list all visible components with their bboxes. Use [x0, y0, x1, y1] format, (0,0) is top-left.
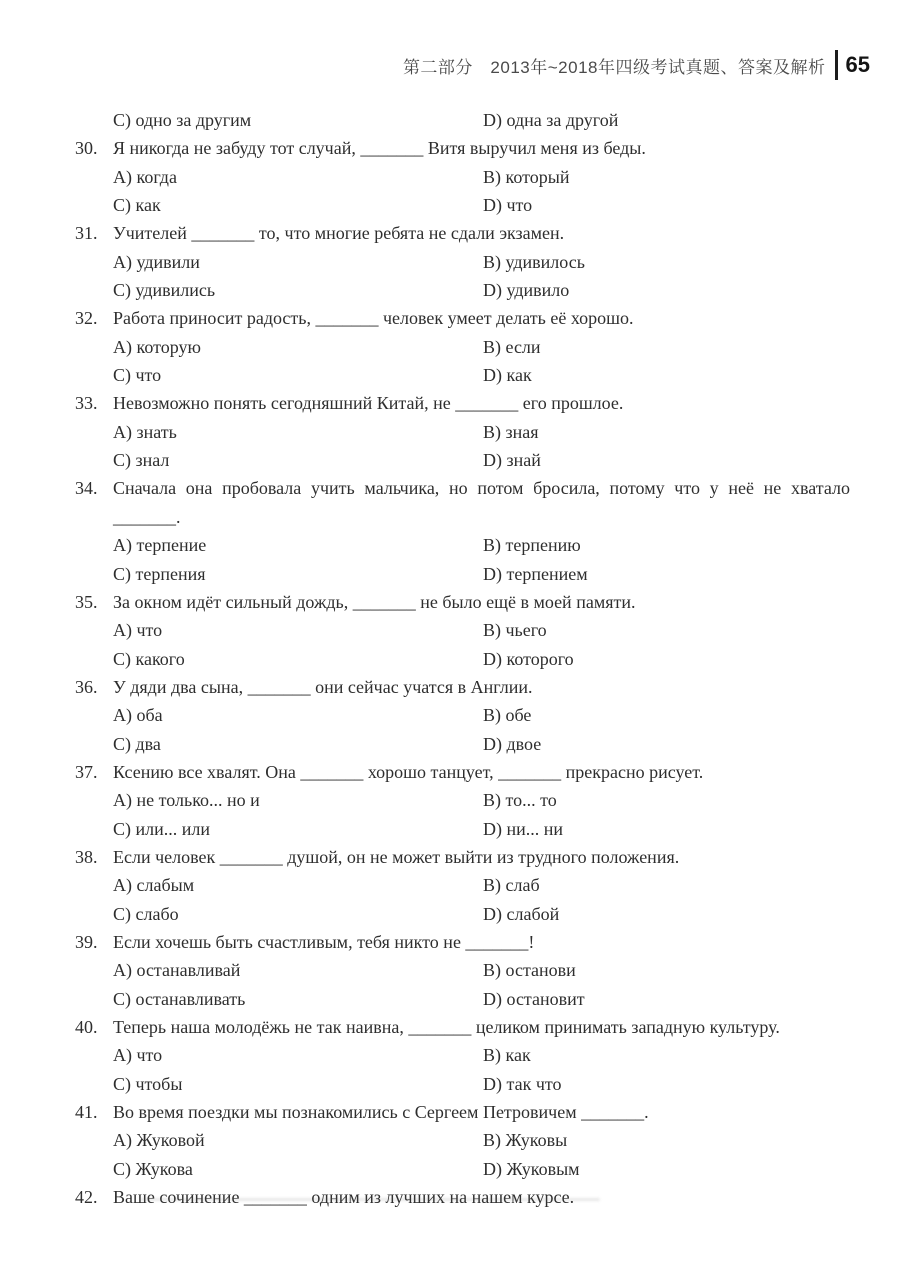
option-label: D) удивило	[483, 280, 570, 301]
question-number: 42.	[75, 1187, 98, 1208]
option-row	[0, 418, 900, 446]
option-label: D) которого	[483, 648, 574, 669]
question-number: 36.	[75, 676, 98, 697]
option-label: B) терпению	[483, 535, 581, 556]
question-number: 34.	[75, 478, 98, 499]
question-line	[0, 758, 900, 786]
option-label: D) слабой	[483, 903, 560, 924]
question-number: 32.	[75, 308, 98, 329]
question-number: 38.	[75, 846, 98, 867]
question-number: 40.	[75, 1017, 98, 1037]
option-label: D) Жуковым	[483, 1158, 580, 1179]
option-label: A) терпение	[113, 535, 207, 556]
question-text: Если хочешь быть счастливым, тебя никто не _______!	[113, 931, 535, 952]
question-line	[0, 928, 900, 956]
option-row	[0, 1041, 900, 1069]
question-line	[0, 474, 900, 502]
question-number: 33.	[75, 393, 98, 414]
question-number: 30.	[75, 138, 98, 159]
option-label: B) слаб	[483, 875, 540, 896]
question-text: Ксению все хвалят. Она _______ хорошо танцует, _______ прекрасно рисует.	[113, 761, 704, 782]
question-text: Теперь наша молодёжь не так наивна, _______ целиком принимать западную культуру.	[113, 1017, 780, 1037]
option-label: A) когда	[113, 166, 177, 187]
option-label: C) слабо	[113, 903, 179, 924]
question-text: У дяди два сына, _______ они сейчас учатся в Англии.	[113, 676, 533, 697]
option-label: C) чтобы	[113, 1073, 183, 1094]
option-label: C) терпения	[113, 563, 206, 584]
page-header	[0, 48, 870, 82]
option-row	[0, 276, 900, 304]
option-label: B) удивилось	[483, 251, 585, 272]
option-label: C) или... или	[113, 818, 210, 839]
option-label: C) удивились	[113, 280, 216, 301]
orphan-option-row	[0, 106, 900, 134]
option-label: B) Жуковы	[483, 1130, 568, 1151]
option-label: A) слабым	[113, 875, 195, 896]
question-line	[0, 843, 900, 871]
option-row	[0, 560, 900, 588]
option-label: B) как	[483, 1045, 531, 1066]
option-label: C) как	[113, 195, 161, 216]
scan-smudge	[140, 1198, 600, 1201]
option-label: C) Жукова	[113, 1158, 193, 1179]
option-row	[0, 616, 900, 644]
option-row	[0, 900, 900, 928]
option-label: B) то... то	[483, 790, 557, 811]
question-line	[0, 1013, 900, 1041]
question-text: Во время поездки мы познакомились с Сергеем Петровичем _______.	[113, 1102, 649, 1123]
question-line	[0, 304, 900, 332]
question-text: Невозможно понять сегодняшний Китай, не _______ его прошлое.	[113, 393, 624, 414]
question-line	[0, 673, 900, 701]
question-text: Ваше сочинение _______ одним из лучших на нашем курсе.	[113, 1187, 575, 1208]
question-line	[0, 389, 900, 417]
option-label: D) что	[483, 195, 533, 216]
option-label: D) двое	[483, 733, 542, 754]
option-row	[0, 1155, 900, 1183]
question-continuation-line	[0, 503, 900, 531]
option-label: D) терпением	[483, 563, 588, 584]
question-number: 37.	[75, 761, 98, 782]
option-row	[0, 730, 900, 758]
option-row	[0, 361, 900, 389]
question-text: Сначала она пробовала учить мальчика, но потом бросила, потому что у неё не хватало	[113, 478, 850, 499]
option-label: B) который	[483, 166, 570, 187]
option-row	[0, 985, 900, 1013]
option-label: B) обе	[483, 705, 532, 726]
option-row	[0, 248, 900, 276]
option-label: A) не только... но и	[113, 790, 260, 811]
option-label: C) одно за другим	[113, 110, 252, 130]
question-text: Я никогда не забуду тот случай, _______ Витя выручил меня из беды.	[113, 138, 646, 159]
option-label: A) что	[113, 620, 163, 641]
option-label: C) какого	[113, 648, 185, 669]
question-line	[0, 219, 900, 247]
option-label: B) останови	[483, 960, 576, 981]
question-line	[0, 1098, 900, 1126]
option-label: D) так что	[483, 1073, 562, 1094]
option-row	[0, 956, 900, 984]
option-row	[0, 871, 900, 899]
option-row	[0, 531, 900, 559]
option-label: A) что	[113, 1045, 163, 1066]
option-row	[0, 786, 900, 814]
option-row	[0, 1126, 900, 1154]
question-number: 41.	[75, 1102, 98, 1123]
question-number: 35.	[75, 591, 98, 612]
option-label: B) если	[483, 336, 541, 357]
option-label: D) знай	[483, 450, 541, 471]
option-row	[0, 333, 900, 361]
option-label: D) ни... ни	[483, 818, 564, 839]
option-label: A) оба	[113, 705, 163, 726]
option-row	[0, 815, 900, 843]
question-number: 39.	[75, 931, 98, 952]
option-label: A) останавливай	[113, 960, 241, 981]
option-label: D) как	[483, 365, 532, 386]
option-label: D) остановит	[483, 988, 585, 1009]
question-text-continuation: _______.	[113, 506, 181, 527]
option-label: B) зная	[483, 421, 539, 442]
question-text: Работа приносит радость, _______ человек умеет делать её хорошо.	[113, 308, 634, 329]
header-section-title: 第二部分 2013年~2018年四级考试真题、答案及解析	[402, 57, 826, 77]
option-row	[0, 163, 900, 191]
option-label: C) что	[113, 365, 162, 386]
option-label: C) два	[113, 733, 161, 754]
header-page-number: 65	[845, 52, 870, 77]
option-label: A) знать	[113, 421, 177, 442]
question-text: Учителей _______ то, что многие ребята не сдали экзамен.	[113, 223, 565, 244]
question-number: 31.	[75, 223, 98, 244]
question-line	[0, 134, 900, 162]
question-text: За окном идёт сильный дождь, _______ не было ещё в моей памяти.	[113, 591, 636, 612]
option-label: A) Жуковой	[113, 1130, 205, 1151]
option-row	[0, 1070, 900, 1098]
option-row	[0, 701, 900, 729]
option-label: C) знал	[113, 450, 170, 471]
option-label: C) останавливать	[113, 988, 246, 1009]
option-label: D) одна за другой	[483, 110, 619, 130]
option-label: A) удивили	[113, 251, 200, 272]
option-label: A) которую	[113, 336, 201, 357]
question-line	[0, 588, 900, 616]
option-row	[0, 191, 900, 219]
header-divider	[835, 50, 838, 80]
question-text: Если человек _______ душой, он не может выйти из трудного положения.	[113, 846, 680, 867]
option-row	[0, 446, 900, 474]
option-label: B) чьего	[483, 620, 547, 641]
option-row	[0, 645, 900, 673]
question-area	[0, 106, 900, 1211]
question-list	[0, 134, 900, 1211]
